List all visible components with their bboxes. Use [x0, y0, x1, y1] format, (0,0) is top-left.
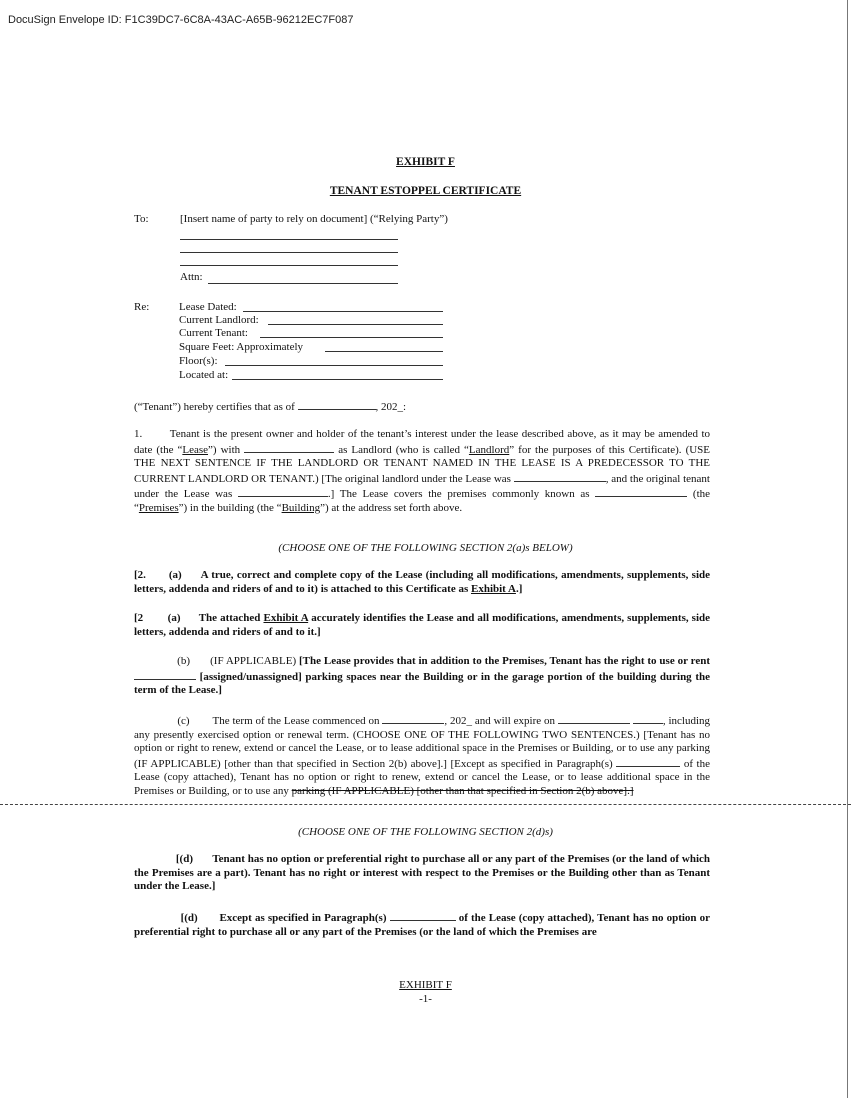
re-line-tenant — [260, 337, 443, 338]
section-2a-1-text: A true, correct and complete copy of the Lease (including all modifications, amendments, supplements, side letters, addenda and riders of and to it) is attached to this Certificate as — [134, 569, 711, 595]
re-field-lease-dated: Lease Dated: — [179, 301, 237, 313]
section-2a-2-exhibit-ref: Exhibit A — [263, 612, 309, 624]
section-2a-2-letter: (a) — [167, 612, 181, 624]
expiration-date-blank — [558, 713, 630, 724]
re-line-lease-dated — [243, 311, 443, 312]
landlord-name-blank — [244, 442, 334, 453]
section-2d-1-text: Tenant has no option or preferential right to purchase all or any part of the Premises (or the land of which the Premises are a part). Tenant has no right or interest with respect to the Premises or the Building other than as Tenant under the Lease.] — [134, 853, 710, 892]
landlord-defined-term: Landlord — [468, 443, 510, 456]
page-fold-dashed-line — [0, 804, 851, 805]
re-line-landlord — [268, 324, 443, 325]
section-2d-2-text-b: of the Lease (copy attached), Tenant has no option or preferential right to purchase all or any part of the Premises (or the land of which the Premises are — [134, 912, 711, 938]
parking-spaces-blank — [134, 669, 196, 680]
commencement-date-blank — [382, 713, 444, 724]
renewal-paragraph-blank — [616, 756, 680, 767]
section-2c-text-a: The term of the Lease commenced on — [212, 715, 380, 727]
section-2c-text-d: of the Lease (copy attached), Tenant has no option or right to renew, extend or cancel the Lease, or to lease additional space in the Premises or Building, or to use any — [134, 757, 710, 797]
section-2d-2-number: [(d) — [180, 912, 198, 924]
section-2d-option-1 — [134, 853, 710, 894]
to-line-2 — [180, 252, 398, 253]
section-2c-text-c: , including any presently exercised option or renewal term. (CHOOSE ONE OF THE FOLLOWING TWO SENTENCES.) [Tenant has no option or right to renew, extend or cancel the Lease, or to lease additional space in the Premises or Building, or to use any parking (IF APPLICABLE) [other than that specified in Section 2(b) above].] [Except as specified in Paragraph(s) — [134, 715, 711, 770]
to-line-1 — [180, 239, 398, 240]
section-2a-2-number: [2 — [134, 612, 144, 624]
section-2a-2-text-a: The attached — [198, 612, 261, 624]
docusign-envelope-id: DocuSign Envelope ID: F1C39DC7-6C8A-43AC-A65B-96212EC7F087 — [8, 14, 354, 26]
certify-line — [134, 399, 406, 414]
section-2d-1-number: [(d) — [175, 853, 193, 865]
section-2a-1-exhibit-ref: Exhibit A — [471, 582, 516, 595]
paragraph-1-text-a: Tenant is the present owner and holder of the tenant’s interest under the lease described above, as it may be amended to date (the “ — [134, 428, 710, 456]
paragraph-1-text-g: (the “ — [134, 488, 711, 514]
building-defined-term: Building — [281, 501, 321, 514]
exhibit-heading: EXHIBIT F — [396, 156, 455, 168]
paragraph-1-text-f: .] The Lease covers the premises commonly known as — [327, 488, 590, 500]
relying-party-text: [Insert name of party to rely on document] (“Relying Party”) — [180, 213, 448, 225]
re-line-floors — [225, 365, 443, 366]
premises-defined-term: Premises — [138, 501, 179, 514]
attn-label: Attn: — [180, 271, 203, 283]
to-line-3 — [180, 265, 398, 266]
paragraph-1-text-c: as Landlord (who is called “ — [338, 443, 469, 456]
section-2b-if-applicable: (IF APPLICABLE) — [210, 655, 297, 667]
re-field-square-feet: Square Feet: Approximately — [179, 341, 304, 353]
page-number: -1- — [419, 993, 432, 1005]
attn-line — [208, 283, 398, 284]
to-label: To: — [134, 213, 149, 225]
paragraph-1 — [134, 428, 710, 515]
paragraph-1-number: 1. — [134, 428, 143, 440]
re-field-floors: Floor(s): — [179, 355, 218, 367]
certify-date-blank — [298, 399, 376, 410]
section-2c — [134, 713, 710, 798]
section-2a-option-1 — [134, 569, 710, 596]
section-2b — [134, 655, 710, 698]
section-2d-option-2 — [134, 910, 710, 939]
premises-description-blank — [595, 486, 687, 497]
document-title: TENANT ESTOPPEL CERTIFICATE — [329, 185, 522, 197]
section-2a-1-end: .] — [515, 582, 523, 595]
purchase-paragraph-blank — [390, 910, 456, 921]
section-2b-letter: (b) — [177, 655, 190, 667]
re-field-located-at: Located at: — [179, 369, 229, 381]
section-2b-text-b: [assigned/unassigned] parking spaces near the Building or in the garage portion of the building during the term of the Lease.] — [134, 670, 710, 696]
paragraph-1-text-d: ” for the purposes of this Certificate). (USE THE NEXT SENTENCE IF THE LANDLORD OR TENANT NAMED IN THE LEASE IS A PREDECESSOR TO THE CURRENT LANDLORD OR TENANT.) [The original landlord under the Lease was — [134, 443, 711, 485]
lease-defined-term: Lease — [182, 443, 209, 456]
certify-text: (“Tenant”) hereby certifies that as of — [134, 401, 295, 413]
section-2c-struck-text: parking (IF APPLICABLE) [other than that specified in Section 2(b) above].] — [291, 784, 634, 797]
expiration-year-blank — [633, 713, 663, 724]
paragraph-1-text-b: ”) with — [208, 443, 241, 456]
choose-section-2d-instruction: (CHOOSE ONE OF THE FOLLOWING SECTION 2(d)s) — [298, 826, 553, 838]
paragraph-1-text-i: ”) at the address set forth above. — [320, 501, 463, 514]
footer-exhibit: EXHIBIT F — [399, 979, 452, 991]
re-field-current-landlord: Current Landlord: — [179, 314, 259, 326]
certify-year: , 202_: — [375, 401, 407, 413]
section-2c-text-b: , 202_ and will expire on — [444, 715, 556, 727]
paragraph-1-text-h: ”) in the building (the “ — [178, 501, 282, 514]
re-line-located-at — [232, 379, 443, 380]
re-line-square-feet — [325, 351, 443, 352]
re-label: Re: — [134, 301, 150, 313]
section-2a-1-number: [2. — [134, 569, 146, 581]
section-2a-1-letter: (a) — [168, 569, 182, 581]
paragraph-1-text-e: , and the original tenant under the Lease was — [134, 472, 710, 500]
re-field-current-tenant: Current Tenant: — [179, 327, 248, 339]
section-2a-option-2 — [134, 612, 710, 639]
section-2d-2-text-a: Except as specified in Paragraph(s) — [219, 912, 387, 924]
section-2b-text-a: [The Lease provides that in addition to the Premises, Tenant has the right to use or rent — [299, 655, 711, 667]
section-2c-letter: (c) — [177, 715, 190, 727]
section-2a-2-text-b: accurately identifies the Lease and all modifications, amendments, supplements, side letters, addenda and riders of and to it.] — [134, 612, 710, 638]
original-landlord-blank — [514, 471, 606, 482]
original-tenant-blank — [238, 486, 328, 497]
choose-section-2a-instruction: (CHOOSE ONE OF THE FOLLOWING SECTION 2(a)s BELOW) — [278, 542, 573, 554]
